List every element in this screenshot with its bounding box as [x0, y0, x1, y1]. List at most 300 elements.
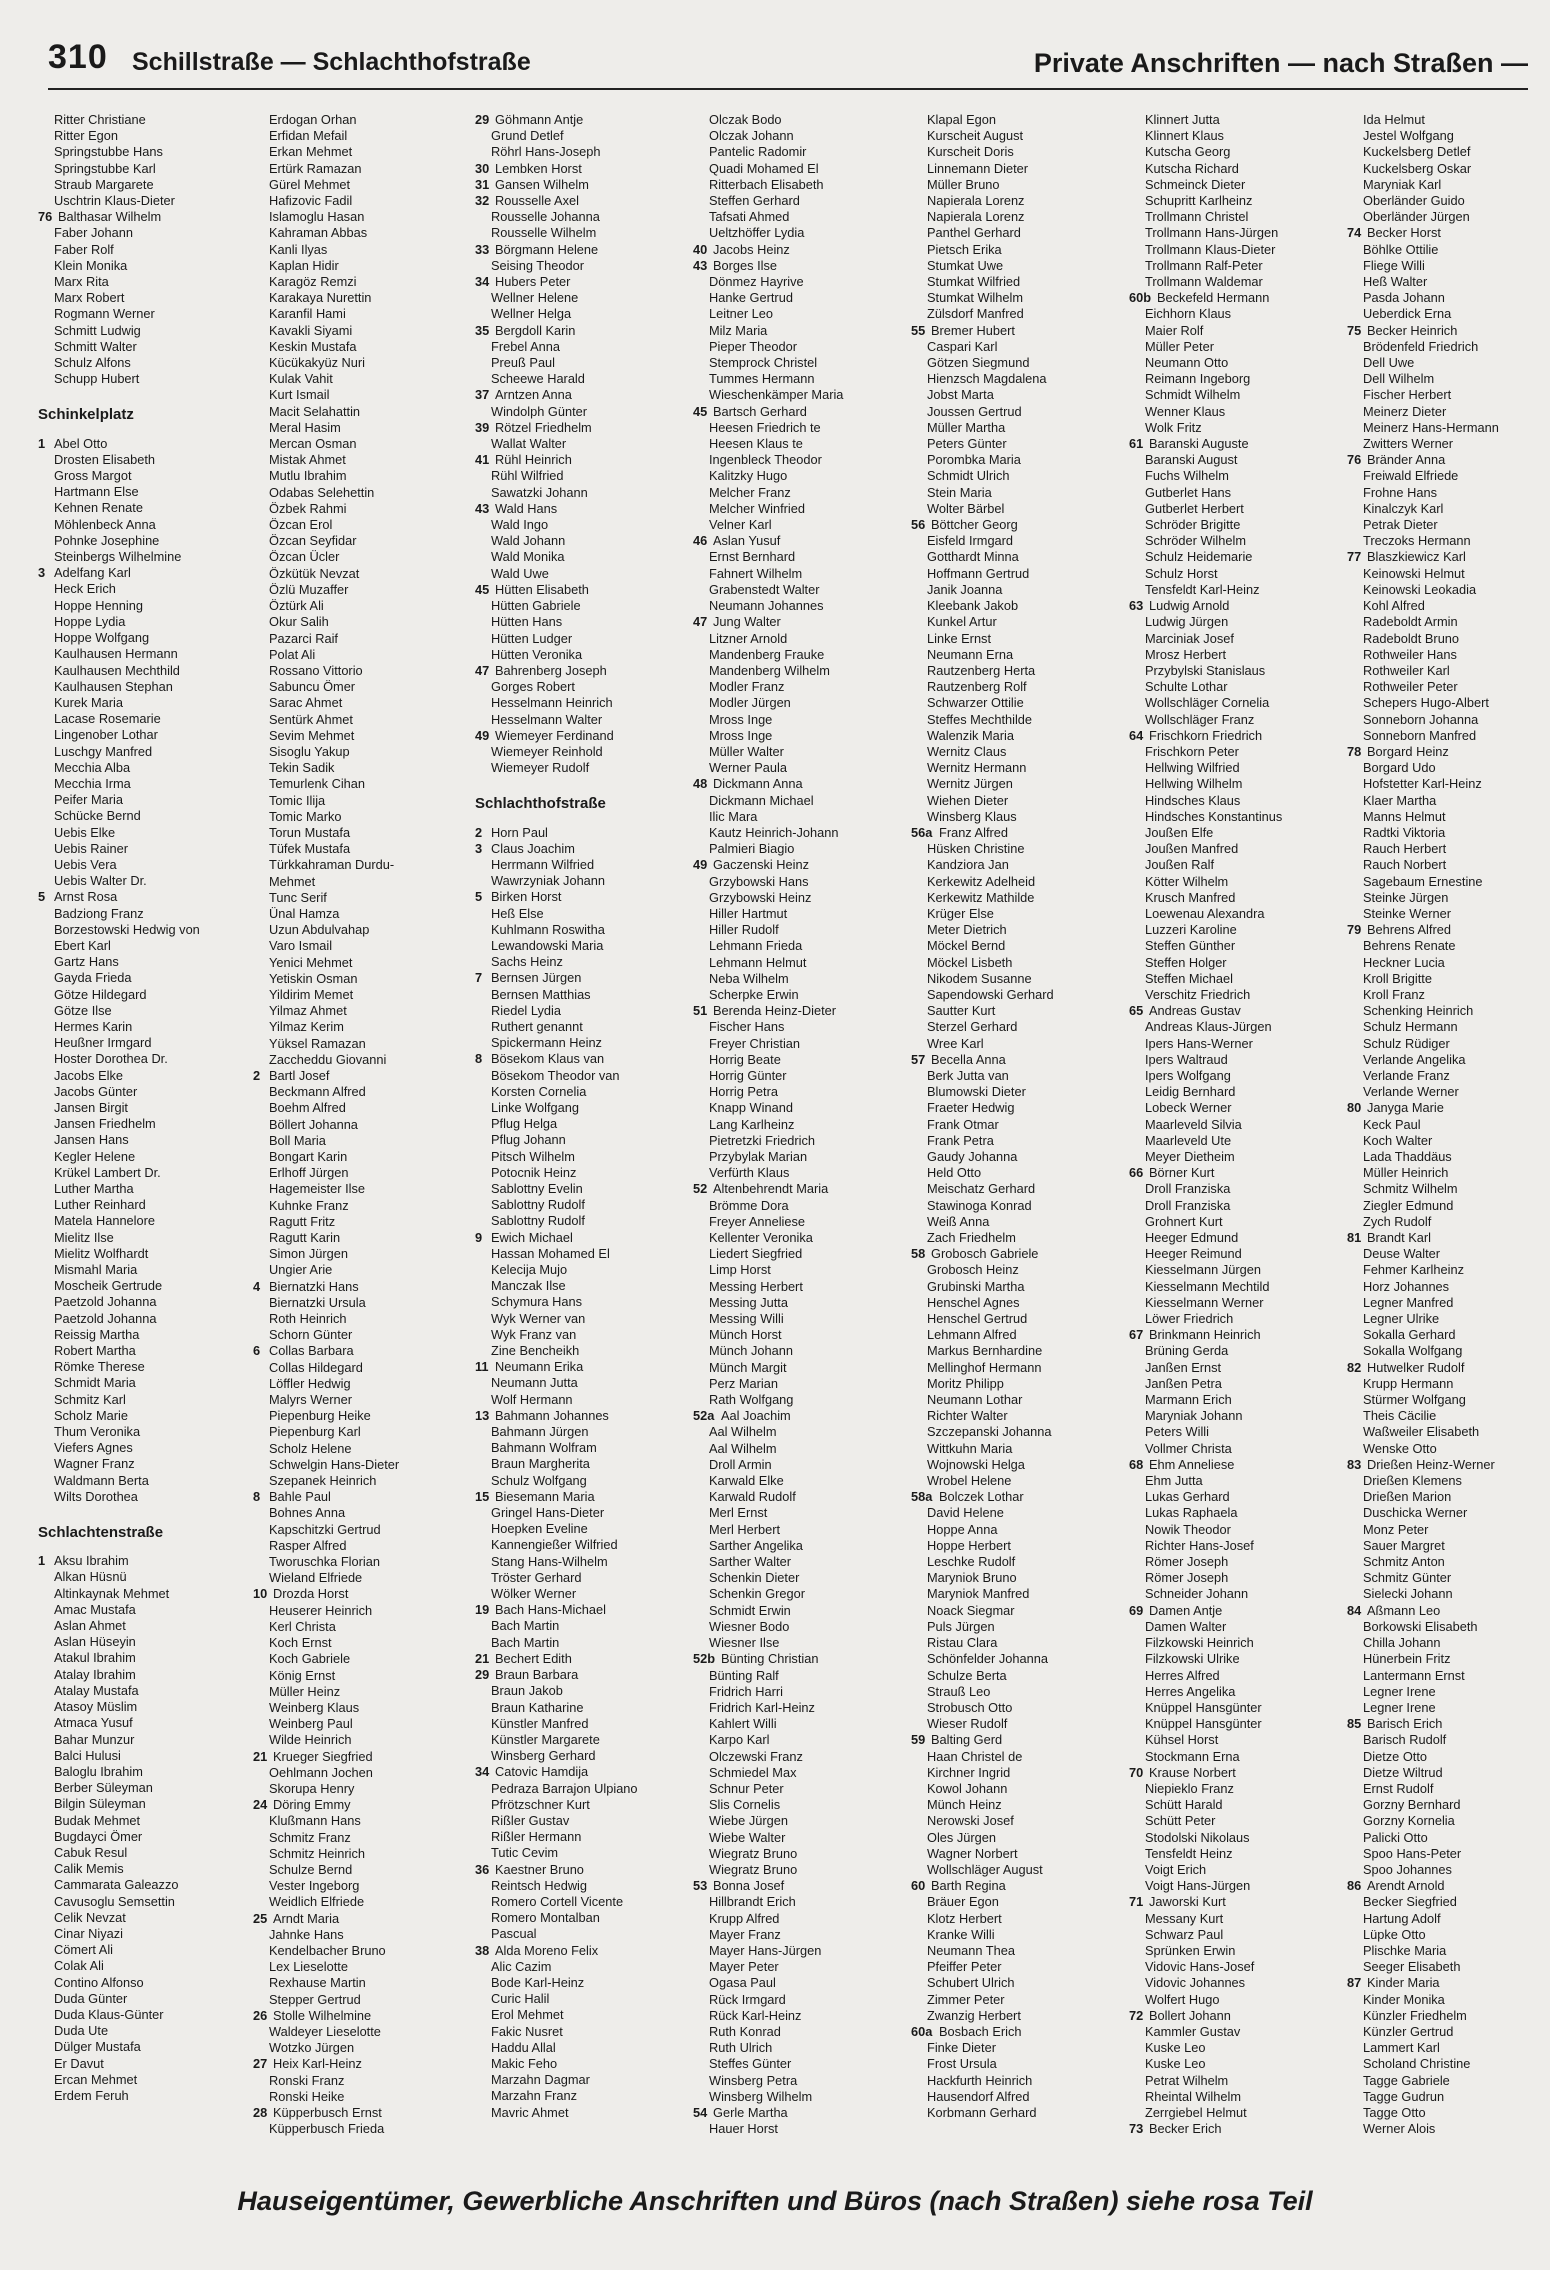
directory-entry [253, 2073, 475, 2089]
directory-entry [38, 371, 253, 387]
resident-name: Bremer Hubert [931, 322, 1015, 338]
resident-name: Radtki Viktoria [1363, 824, 1446, 840]
resident-name: Schulz Wolfgang [491, 1472, 587, 1488]
directory-entry [911, 1424, 1129, 1440]
resident-name: Lacase Rosemarie [54, 711, 161, 727]
directory-entry [253, 436, 475, 452]
resident-name: Drießen Heinz-Werner [1367, 1456, 1495, 1472]
directory-entry [475, 355, 693, 371]
directory-entry [1129, 987, 1347, 1003]
resident-name: Modler Jürgen [709, 695, 791, 711]
resident-name: Kunkel Artur [927, 614, 997, 630]
resident-name: Richter Walter [927, 1408, 1008, 1424]
directory-entry [475, 258, 693, 274]
resident-name: Schnur Peter [709, 1780, 784, 1796]
directory-entry [1129, 663, 1347, 679]
resident-name: Weinberg Paul [269, 1716, 353, 1732]
resident-name: Braun Barbara [495, 1667, 579, 1683]
directory-entry [1347, 1700, 1537, 1716]
resident-name: Maarleveld Silvia [1145, 1116, 1242, 1132]
directory-entry [1347, 1797, 1537, 1813]
resident-name: Freyer Christian [709, 1035, 801, 1051]
resident-name: Hagemeister Ilse [269, 1181, 366, 1197]
directory-entry [1347, 1830, 1537, 1846]
resident-name: Neumann Thea [927, 1942, 1015, 1958]
directory-column-6 [1129, 112, 1347, 2162]
directory-entry [911, 1554, 1129, 1570]
directory-entry [38, 679, 253, 695]
resident-name: Gutberlet Herbert [1145, 500, 1244, 516]
resident-name: Wagner Franz [54, 1456, 135, 1472]
directory-entry [38, 776, 253, 792]
resident-name: Claus Joachim [491, 840, 575, 856]
resident-name: Thum Veronika [54, 1424, 141, 1440]
directory-entry [38, 970, 253, 986]
resident-name: Marzahn Franz [491, 2088, 578, 2104]
resident-name: Przybylski Stanislaus [1145, 662, 1266, 678]
directory-entry [693, 874, 911, 890]
resident-name: Schmitz Anton [1363, 1554, 1445, 1570]
resident-name: Lantermann Ernst [1363, 1667, 1465, 1683]
house-number: 32 [475, 193, 490, 209]
directory-entry [1347, 2073, 1537, 2089]
directory-entry [475, 1797, 693, 1813]
resident-name: Janik Joanna [927, 581, 1003, 597]
directory-entry [693, 1068, 911, 1084]
resident-name: Zimmer Peter [927, 1991, 1005, 2007]
directory-entry [253, 598, 475, 614]
directory-entry [911, 598, 1129, 614]
resident-name: Henschel Gertrud [927, 1311, 1028, 1327]
resident-name: Schönfelder Johanna [927, 1651, 1048, 1667]
directory-entry [38, 1683, 253, 1699]
resident-name: Wiesner Ilse [709, 1635, 780, 1651]
directory-entry [475, 1262, 693, 1278]
directory-entry [911, 225, 1129, 241]
resident-name: Uzun Abdulvahap [269, 922, 370, 938]
resident-name: Kulak Vahit [269, 371, 333, 387]
directory-entry [475, 549, 693, 565]
resident-name: Löwer Friedrich [1145, 1311, 1234, 1327]
resident-name: Modler Franz [709, 679, 785, 695]
directory-entry [253, 1813, 475, 1829]
directory-entry [1347, 679, 1537, 695]
resident-name: Böhlke Ottilie [1363, 241, 1439, 257]
directory-entry [1347, 695, 1537, 711]
directory-entry [1347, 1473, 1537, 1489]
directory-entry [1129, 809, 1347, 825]
resident-name: Gayda Frieda [54, 970, 132, 986]
directory-entry [1129, 1295, 1347, 1311]
resident-name: Droll Franziska [1145, 1197, 1231, 1213]
resident-name: Sisoglu Yakup [269, 743, 350, 759]
house-number: 1 [38, 435, 46, 451]
resident-name: Ernst Bernhard [709, 549, 796, 565]
resident-name: Palmieri Biagio [709, 841, 795, 857]
resident-name: Özlü Muzaffer [269, 581, 349, 597]
resident-name: Braun Margherita [491, 1456, 590, 1472]
directory-entry [38, 1035, 253, 1051]
directory-entry [38, 581, 253, 597]
house-number: 7 [475, 970, 483, 986]
resident-name: Trollmann Waldemar [1145, 274, 1263, 290]
directory-entry [693, 1716, 911, 1732]
resident-name: Markus Bernhardine [927, 1343, 1043, 1359]
house-number: 60 [911, 1878, 926, 1894]
directory-entry [253, 1311, 475, 1327]
directory-entry [1129, 485, 1347, 501]
resident-name: Schulz Horst [1145, 565, 1218, 581]
directory-entry [475, 728, 693, 744]
resident-name: Kuhnke Franz [269, 1197, 349, 1213]
directory-entry [1347, 339, 1537, 355]
directory-entry [38, 306, 253, 322]
directory-entry [38, 1003, 253, 1019]
directory-entry [475, 1035, 693, 1051]
directory-entry [38, 144, 253, 160]
directory-entry [253, 695, 475, 711]
directory-entry [253, 1619, 475, 1635]
house-number: 49 [475, 727, 490, 743]
resident-name: Oehlmann Jochen [269, 1764, 373, 1780]
resident-name: Römer Joseph [1145, 1554, 1229, 1570]
resident-name: Droll Franziska [1145, 1181, 1231, 1197]
directory-entry [38, 695, 253, 711]
directory-entry [1129, 582, 1347, 598]
directory-entry [253, 1668, 475, 1684]
directory-entry [693, 1181, 911, 1197]
resident-name: Hütten Elisabeth [495, 581, 589, 597]
resident-name: Bösekom Theodor van [491, 1067, 620, 1083]
directory-entry [475, 695, 693, 711]
house-number: 63 [1129, 598, 1144, 614]
resident-name: Strobusch Otto [927, 1699, 1013, 1715]
directory-entry [693, 647, 911, 663]
directory-entry [38, 1829, 253, 1845]
directory-entry [911, 1700, 1129, 1716]
resident-name: Jaworski Kurt [1149, 1894, 1226, 1910]
directory-entry [1129, 1781, 1347, 1797]
directory-entry [253, 1522, 475, 1538]
resident-name: Kirchner Ingrid [927, 1764, 1011, 1780]
directory-column-7 [1347, 112, 1537, 2162]
directory-entry [1347, 1765, 1537, 1781]
resident-name: Sauer Margret [1363, 1537, 1445, 1553]
directory-entry [253, 1441, 475, 1457]
resident-name: Kinder Maria [1367, 1975, 1440, 1991]
resident-name: Götzen Siegmund [927, 355, 1030, 371]
directory-entry [475, 1943, 693, 1959]
resident-name: Puls Jürgen [927, 1618, 995, 1634]
directory-entry [693, 209, 911, 225]
directory-entry [38, 1926, 253, 1942]
resident-name: Andreas Gustav [1149, 1003, 1241, 1019]
resident-name: Luzzeri Karoline [1145, 922, 1237, 938]
resident-name: Arendt Arnold [1367, 1878, 1445, 1894]
directory-entry [475, 1683, 693, 1699]
resident-name: Wagner Norbert [927, 1845, 1018, 1861]
directory-entry [475, 1862, 693, 1878]
resident-name: Heeger Edmund [1145, 1230, 1239, 1246]
resident-name: Wald Uwe [491, 565, 549, 581]
house-number: 28 [253, 2104, 268, 2120]
house-number: 70 [1129, 1764, 1144, 1780]
directory-entry [1129, 598, 1347, 614]
house-number: 71 [1129, 1894, 1144, 1910]
resident-name: Aslan Ahmet [54, 1618, 126, 1634]
directory-entry [693, 1003, 911, 1019]
resident-name: Rousselle Johanna [491, 209, 600, 225]
resident-name: Yenici Mehmet [269, 954, 353, 970]
directory-entry [1129, 1084, 1347, 1100]
house-number: 58 [911, 1246, 926, 1262]
resident-name: Malyrs Werner [269, 1392, 352, 1408]
resident-name: Neumann Lothar [927, 1392, 1023, 1408]
directory-entry [475, 144, 693, 160]
house-number: 60a [911, 2023, 933, 2039]
directory-entry [693, 1052, 911, 1068]
directory-entry [38, 533, 253, 549]
directory-entry [1347, 387, 1537, 403]
directory-entry [253, 1327, 475, 1343]
resident-name: Zaccheddu Giovanni [269, 1051, 387, 1067]
directory-entry [253, 906, 475, 922]
house-number: 35 [475, 322, 490, 338]
directory-entry [253, 922, 475, 938]
resident-name: Bonna Josef [713, 1878, 785, 1894]
directory-entry [693, 355, 911, 371]
directory-entry [38, 1278, 253, 1294]
resident-name: Frohne Hans [1363, 484, 1437, 500]
resident-name: Rossano Vittorio [269, 662, 363, 678]
directory-entry [911, 501, 1129, 517]
directory-entry [911, 1149, 1129, 1165]
resident-name: Krüger Else [927, 905, 994, 921]
directory-entry [38, 2056, 253, 2072]
directory-entry [253, 614, 475, 630]
resident-name: Sevim Mehmet [269, 727, 355, 743]
house-number: 6 [253, 1343, 261, 1359]
resident-name: Aal Joachim [721, 1408, 791, 1424]
resident-name: Stemprock Christel [709, 355, 818, 371]
directory-entry [475, 1781, 693, 1797]
resident-name: Kaplan Hidir [269, 257, 339, 273]
resident-name: Börgmann Helene [495, 241, 599, 257]
resident-name: Torun Mustafa [269, 824, 351, 840]
house-number: 1 [38, 1553, 46, 1569]
resident-name: Boll Maria [269, 1132, 326, 1148]
directory-entry [693, 1343, 911, 1359]
directory-entry [475, 2072, 693, 2088]
directory-entry [911, 2056, 1129, 2072]
directory-entry [253, 825, 475, 841]
directory-entry [911, 1408, 1129, 1424]
directory-entry [38, 1748, 253, 1764]
resident-name: Krükel Lambert Dr. [54, 1164, 161, 1180]
directory-entry [38, 1230, 253, 1246]
directory-entry [693, 1392, 911, 1408]
directory-entry [1129, 1392, 1347, 1408]
directory-entry [1347, 1570, 1537, 1586]
resident-name: Herrmann Wilfried [491, 856, 595, 872]
directory-entry [1347, 1149, 1537, 1165]
resident-name: Hausendorf Alfred [927, 2088, 1030, 2104]
resident-name: Schmitz Karl [54, 1391, 126, 1407]
directory-entry [1129, 1846, 1347, 1862]
house-number: 2 [475, 824, 483, 840]
resident-name: Wiemeyer Rudolf [491, 760, 590, 776]
resident-name: Alkan Hüsnü [54, 1569, 127, 1585]
resident-name: Hoster Dorothea Dr. [54, 1051, 168, 1067]
directory-entry [693, 1084, 911, 1100]
directory-entry [1129, 1684, 1347, 1700]
directory-entry [475, 1392, 693, 1408]
resident-name: Rauch Herbert [1363, 841, 1447, 857]
resident-name: Lobeck Werner [1145, 1100, 1232, 1116]
directory-entry [911, 890, 1129, 906]
resident-name: Islamoglu Hasan [269, 209, 365, 225]
resident-name: Jacobs Günter [54, 1083, 138, 1099]
directory-entry [1129, 112, 1347, 128]
resident-name: Koch Walter [1363, 1132, 1433, 1148]
resident-name: Chilla Johann [1363, 1635, 1441, 1651]
directory-entry [693, 1927, 911, 1943]
resident-name: Krupp Hermann [1363, 1375, 1454, 1391]
directory-entry [911, 485, 1129, 501]
directory-entry [1129, 1117, 1347, 1133]
resident-name: Spickermann Heinz [491, 1035, 602, 1051]
resident-name: Damen Antje [1149, 1602, 1223, 1618]
resident-name: Stein Maria [927, 484, 992, 500]
resident-name: Steffen Michael [1145, 970, 1233, 986]
directory-entry [1129, 874, 1347, 890]
resident-name: Becker Horst [1367, 225, 1441, 241]
directory-entry [1129, 1343, 1347, 1359]
directory-entry [1347, 355, 1537, 371]
directory-entry [1347, 1862, 1537, 1878]
resident-name: Stumkat Wilhelm [927, 290, 1023, 306]
directory-entry [1129, 517, 1347, 533]
directory-entry [475, 841, 693, 857]
resident-name: Oberländer Guido [1363, 193, 1465, 209]
resident-name: Cömert Ali [54, 1942, 114, 1958]
resident-name: Kroll Brigitte [1363, 970, 1432, 986]
resident-name: Janyga Marie [1367, 1100, 1444, 1116]
directory-entry [1347, 112, 1537, 128]
directory-entry [38, 339, 253, 355]
resident-name: Linnemann Dieter [927, 160, 1029, 176]
directory-entry [911, 1262, 1129, 1278]
directory-entry [475, 1878, 693, 1894]
resident-name: Neumann Otto [1145, 355, 1229, 371]
resident-name: Nowik Theodor [1145, 1521, 1231, 1537]
resident-name: Messany Kurt [1145, 1910, 1224, 1926]
resident-name: Merl Herbert [709, 1521, 781, 1537]
resident-name: Held Otto [927, 1165, 982, 1181]
resident-name: Perz Marian [709, 1375, 778, 1391]
resident-name: Frischkorn Friedrich [1149, 727, 1263, 743]
directory-entry [38, 1586, 253, 1602]
directory-entry [1129, 825, 1347, 841]
resident-name: Klein Monika [54, 257, 128, 273]
directory-entry [911, 825, 1129, 841]
resident-name: Sabuncu Ömer [269, 679, 356, 695]
resident-name: Manns Helmut [1363, 808, 1446, 824]
directory-entry [475, 1894, 693, 1910]
house-number: 80 [1347, 1100, 1362, 1116]
directory-entry [911, 631, 1129, 647]
directory-entry [253, 971, 475, 987]
directory-entry [253, 258, 475, 274]
directory-entry [1347, 955, 1537, 971]
resident-name: Scholand Christine [1363, 2056, 1471, 2072]
resident-name: Olczewski Franz [709, 1748, 803, 1764]
resident-name: Sonneborn Johanna [1363, 711, 1479, 727]
resident-name: Kinder Monika [1363, 1991, 1445, 2007]
resident-name: Werner Alois [1363, 2121, 1436, 2137]
resident-name: Kuske Leo [1145, 2056, 1206, 2072]
directory-entry [475, 825, 693, 841]
directory-entry [911, 1360, 1129, 1376]
resident-name: Wotzko Jürgen [269, 2040, 355, 2056]
resident-name: Filzkowski Ulrike [1145, 1651, 1240, 1667]
directory-entry [38, 1051, 253, 1067]
directory-entry [38, 452, 253, 468]
directory-entry [693, 2073, 911, 2089]
resident-name: Hiller Hartmut [709, 905, 788, 921]
resident-name: Legner Irene [1363, 1683, 1436, 1699]
resident-name: Heeger Reimund [1145, 1246, 1242, 1262]
resident-name: Kendelbacher Bruno [269, 1942, 386, 1958]
resident-name: Schenkin Dieter [709, 1570, 800, 1586]
directory-entry [1347, 1911, 1537, 1927]
directory-entry [475, 1359, 693, 1375]
resident-name: Sarther Angelika [709, 1537, 803, 1553]
resident-name: Kurscheit August [927, 128, 1024, 144]
directory-entry [693, 1554, 911, 1570]
directory-entry [693, 1732, 911, 1748]
resident-name: Hoppe Lydia [54, 613, 126, 629]
resident-name: Uebis Vera [54, 856, 117, 872]
resident-name: Bahar Munzur [54, 1731, 135, 1747]
directory-entry [1129, 144, 1347, 160]
directory-entry [693, 1100, 911, 1116]
directory-entry [253, 1295, 475, 1311]
directory-entry [693, 1619, 911, 1635]
resident-name: Maryniok Bruno [927, 1570, 1017, 1586]
directory-entry [38, 630, 253, 646]
resident-name: Tummes Hermann [709, 371, 815, 387]
directory-entry [1129, 1959, 1347, 1975]
resident-name: Ueberdick Erna [1363, 306, 1452, 322]
directory-entry [38, 2088, 253, 2104]
directory-entry [693, 1975, 911, 1991]
resident-name: Verlande Franz [1363, 1067, 1450, 1083]
resident-name: Hartmann Else [54, 484, 139, 500]
directory-entry [253, 2121, 475, 2137]
directory-entry [1347, 971, 1537, 987]
resident-name: Sawatzki Johann [491, 484, 588, 500]
directory-entry [693, 809, 911, 825]
directory-entry [911, 1749, 1129, 1765]
directory-entry [1129, 1036, 1347, 1052]
resident-name: Hünerbein Fritz [1363, 1651, 1451, 1667]
directory-entry [253, 323, 475, 339]
directory-entry [38, 1489, 253, 1505]
directory-entry [1347, 1441, 1537, 1457]
directory-entry [475, 1537, 693, 1553]
directory-entry [253, 760, 475, 776]
